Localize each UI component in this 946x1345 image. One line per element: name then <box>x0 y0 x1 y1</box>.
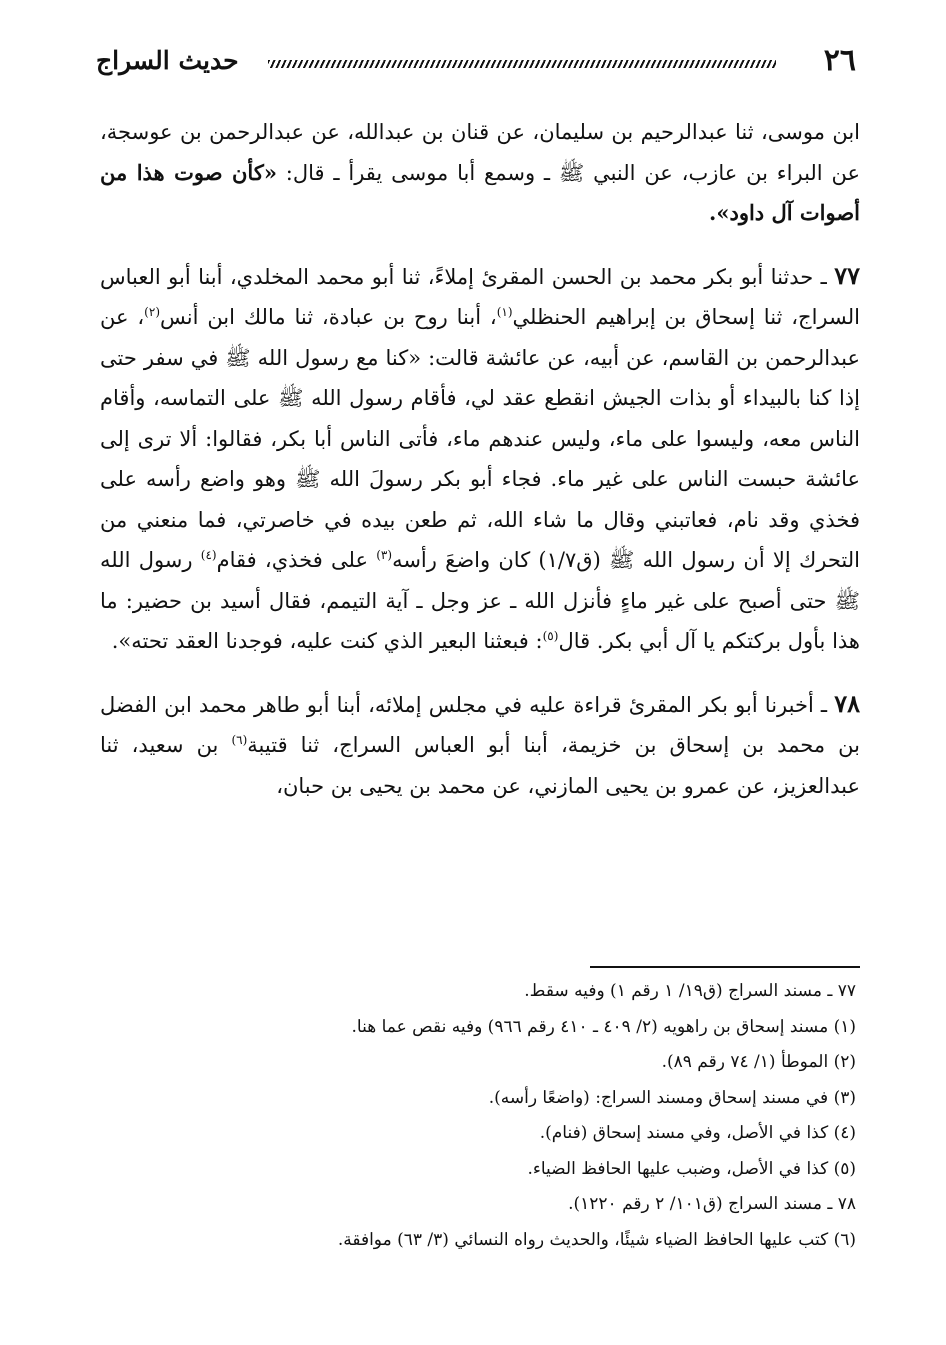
footnote-item: ٧٨ ـ مسند السراج (ق١٠١/ ٢ رقم ١٢٢٠). <box>568 1194 856 1214</box>
paragraph-text: ابن موسى، ثنا عبدالرحيم بن سليمان، عن قنان بن عبدالله، عن عبدالرحمن بن عوسجة، عن البراء بن عازب، عن النبي ﷺ ـ وسمع أبا موسى يقرأ ـ قال: <box>100 120 860 185</box>
footnote-item: (٥) كذا في الأصل، وضبب عليها الحافظ الضياء. <box>527 1158 856 1179</box>
footnotes-list <box>100 974 856 1258</box>
paragraph-text: بن سعيد، ثنا عبدالعزيز، عن عمرو بن يحيى المازني، عن محمد بن يحيى بن حبان، <box>100 733 860 798</box>
hadith-number: ٧٨ <box>834 688 860 718</box>
quoted-hadith: «كأن صوت هذا من أصوات آل داود». <box>100 159 860 225</box>
hadith-78 <box>100 684 860 807</box>
footnote-item: (٣) في مسند إسحاق ومسند السراج: (واضعًا رأسه). <box>488 1087 856 1108</box>
main-text <box>100 112 860 828</box>
paragraph-text: ـ حدثنا أبو بكر محمد بن الحسن المقرئ إملاءً، ثنا أبو محمد المخلدي، أبنا أبو العباس السراج، ثنا إسحاق بن إبراهيم الحنظلي <box>100 264 860 329</box>
paragraph-text: : فبعثنا البعير الذي كنت عليه، فوجدنا العقد تحته». <box>111 629 543 653</box>
paragraph-text: ـ أخبرنا أبو بكر المقرئ قراءة عليه في مجلس إملائه، أبنا أبو طاهر محمد ابن الفضل بن محمد بن إسحاق بن خزيمة، أبنا أبو العباس السراج، ثنا قتيبة <box>100 692 860 757</box>
paragraph-text: على فخذي، فقام <box>216 548 377 572</box>
footnote-marker: (٣) <box>376 548 393 562</box>
page-header <box>96 38 856 84</box>
footnote-marker: (٥) <box>542 629 559 643</box>
footnote-marker: (٢) <box>144 305 160 319</box>
footnote-marker: (٦) <box>231 733 248 747</box>
paragraph-text: ، أبنا روح بن عبادة، ثنا مالك ابن أنس <box>160 305 497 329</box>
hadith-number: ٧٧ <box>834 260 860 290</box>
footnote-marker: (٤) <box>200 548 217 562</box>
footnote-separator <box>590 966 860 968</box>
footnote-item: (٦) كتب عليها الحافظ الضياء شيئًا، والحديث رواه النسائي (٣/ ٦٣) موافقة. <box>337 1229 856 1250</box>
footnote-item: (١) مسند إسحاق بن راهويه (٢/ ٤٠٩ ـ ٤١٠ رقم ٩٦٦) وفيه نقص عما هنا. <box>351 1016 856 1037</box>
hadith-77 <box>100 256 860 662</box>
paragraph-continuation <box>100 112 860 234</box>
page-number: ٢٦ <box>823 43 856 78</box>
header-decorative-rule <box>268 60 776 68</box>
footnote-item: (٤) كذا في الأصل، وفي مسند إسحاق (فنام). <box>539 1123 856 1143</box>
running-title: حديث السراج <box>96 46 239 75</box>
paragraph-text: رسول الله ﷺ حتى أصبح على غير ماءٍ فأنزل الله ـ عز وجل ـ آية التيمم، فقال أسيد بن حضير: ما هذا بأول بركتكم يا آل أبي بكر. قال <box>100 548 860 653</box>
footnote-marker: (١) <box>496 305 513 319</box>
paragraph-text: ، عن عبدالرحمن بن القاسم، عن أبيه، عن عائشة قالت: «كنا مع رسول الله ﷺ في سفر حتى إذا كنا بالبيداء أو بذات الجيش انقطع عقد لي، فأقام رسول الله ﷺ على التماسه، وأقام الناس معه، وليسوا على ماء، وليس عندهم ماء، فأتى الناس أبا بكر، فقالوا: ألا ترى إلى عائشة حبست الناس على غير ماء. فجاء أبو بكر رسولَ الله ﷺ وهو واضع رأسه على فخذي وقد نام، فعاتبني وقال ما شاء الله، ثم طعن بيده في خاصرتي، فما منعني من التحرك إلا أن رسول الله ﷺ (ق١/٧) كان واضعَ رأسه <box>100 305 860 572</box>
footnote-item: (٢) الموطأ (١/ ٧٤ رقم ٨٩). <box>661 1052 856 1072</box>
footnote-item: ٧٧ ـ مسند السراج (ق١٩/ ١ رقم ١) وفيه سقط. <box>524 981 856 1001</box>
